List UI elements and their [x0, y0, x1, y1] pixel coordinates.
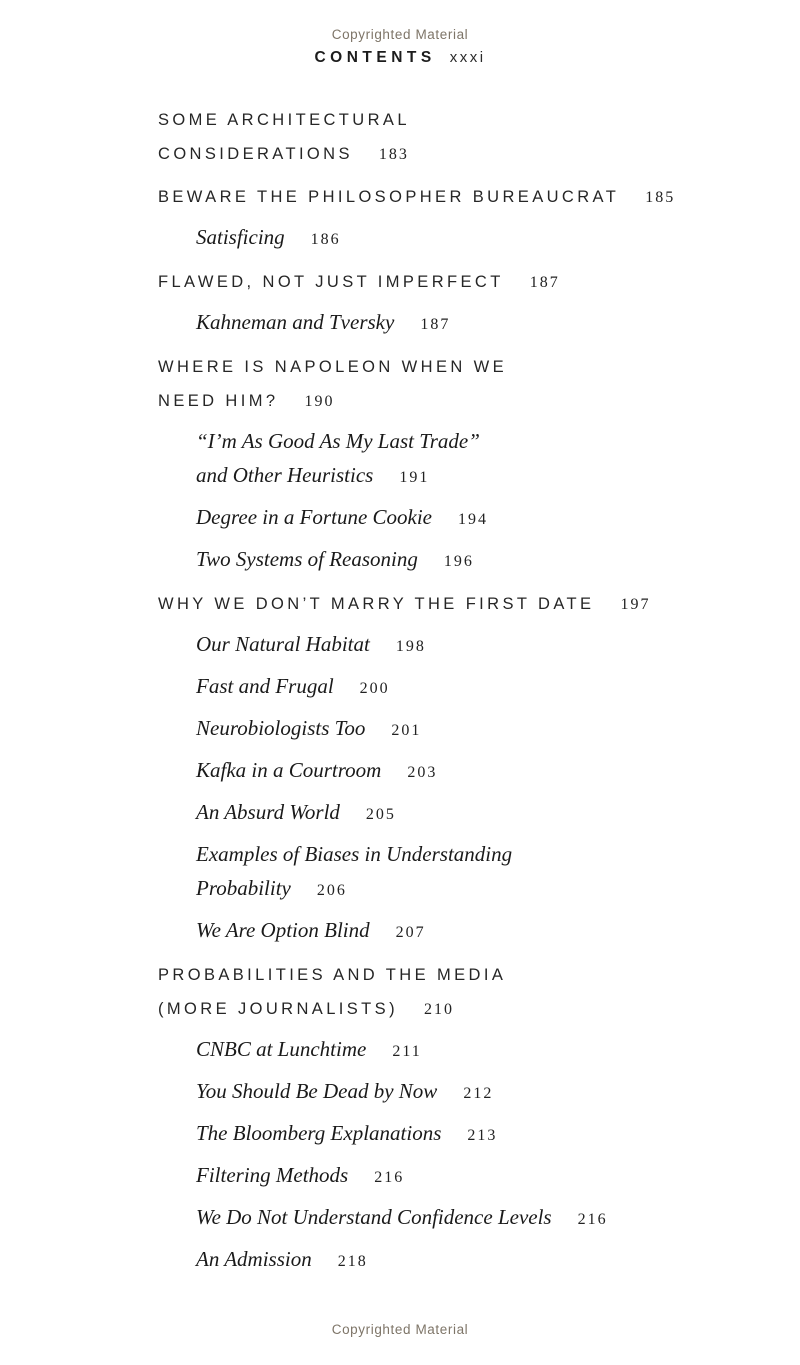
toc-entry-line [196, 220, 758, 257]
toc-entry-chapter [158, 350, 758, 419]
toc-entry-line [158, 350, 758, 384]
toc-entry-page-number: 190 [304, 393, 335, 410]
toc-entry-line [158, 137, 758, 172]
toc-entry-line [196, 458, 758, 495]
toc-entry-chapter [158, 103, 758, 172]
toc-entry-line [158, 265, 758, 300]
toc-entry-section [158, 627, 758, 664]
toc-entry-line [196, 1200, 758, 1237]
toc-entry-section [158, 1200, 758, 1237]
toc-entry-section [158, 305, 758, 342]
toc-entry-chapter [158, 265, 758, 300]
toc-entry-text: We Do Not Understand Confidence Levels [196, 1205, 552, 1229]
toc-entry-page-number: 213 [467, 1127, 498, 1144]
toc-entry-page-number: 191 [399, 469, 430, 486]
toc-entry-page-number: 196 [443, 553, 474, 570]
toc-entry-section [158, 1032, 758, 1069]
toc-entry-line [196, 871, 758, 908]
toc-entry-text: and Other Heuristics [196, 463, 374, 487]
toc-entry-line [158, 180, 758, 215]
toc-entry-section [158, 795, 758, 832]
toc-entry-line [196, 1158, 758, 1195]
toc-entry-text: SOME ARCHITECTURAL [158, 111, 410, 129]
toc-entry-line [196, 837, 758, 871]
toc-entry-page-number: 185 [645, 189, 676, 206]
toc-entry-line [196, 1032, 758, 1069]
toc-entry-page-number: 187 [529, 274, 560, 291]
toc-entry-line [196, 913, 758, 950]
toc-entry-section [158, 1242, 758, 1279]
toc-entry-section [158, 1074, 758, 1111]
toc-entry-line [158, 587, 758, 622]
toc-entry-section [158, 220, 758, 257]
toc-entry-text: Kahneman and Tversky [196, 310, 395, 334]
toc-entry-text: Our Natural Habitat [196, 632, 370, 656]
toc-entry-text: (MORE JOURNALISTS) [158, 1000, 398, 1018]
toc-entry-page-number: 210 [423, 1001, 454, 1018]
toc-entry-section [158, 424, 758, 495]
toc-entry-line [158, 958, 758, 992]
toc-entry-page-number: 200 [359, 680, 390, 697]
toc-entry-line [196, 305, 758, 342]
toc-list [158, 103, 758, 1284]
toc-entry-text: PROBABILITIES AND THE MEDIA [158, 966, 507, 984]
toc-entry-text: Examples of Biases in Understanding [196, 842, 513, 866]
contents-title: CONTENTS [314, 49, 436, 66]
toc-entry-line [158, 384, 758, 419]
toc-entry-section [158, 837, 758, 908]
toc-entry-text: Neurobiologists Too [196, 716, 366, 740]
toc-entry-text: Degree in a Fortune Cookie [196, 505, 432, 529]
copyright-notice-top: Copyrighted Material [331, 27, 469, 42]
toc-entry-line [196, 795, 758, 832]
toc-entry-section [158, 542, 758, 579]
toc-entry-section [158, 500, 758, 537]
toc-entry-text: Satisficing [196, 225, 285, 249]
toc-entry-text: The Bloomberg Explanations [196, 1121, 442, 1145]
toc-entry-text: Kafka in a Courtroom [196, 758, 382, 782]
toc-entry-line [196, 1242, 758, 1279]
toc-entry-page-number: 197 [620, 596, 651, 613]
toc-entry-text: You Should Be Dead by Now [196, 1079, 438, 1103]
toc-entry-chapter [158, 180, 758, 215]
toc-entry-text: Filtering Methods [196, 1163, 349, 1187]
toc-entry-chapter [158, 587, 758, 622]
toc-entry-text: CONSIDERATIONS [158, 145, 353, 163]
toc-entry-line [196, 711, 758, 748]
toc-entry-page-number: 205 [365, 806, 396, 823]
toc-entry-chapter [158, 958, 758, 1027]
toc-entry-page-number: 201 [391, 722, 422, 739]
toc-entry-line [196, 627, 758, 664]
toc-entry-line [158, 103, 758, 137]
toc-entry-text: BEWARE THE PHILOSOPHER BUREAUCRAT [158, 188, 620, 206]
toc-entry-page-number: 216 [374, 1169, 405, 1186]
toc-entry-page-number: 218 [337, 1253, 368, 1270]
toc-entry-text: Fast and Frugal [196, 674, 334, 698]
toc-entry-section [158, 1116, 758, 1153]
toc-entry-text: An Absurd World [196, 800, 340, 824]
toc-entry-section [158, 669, 758, 706]
toc-entry-text: Two Systems of Reasoning [196, 547, 418, 571]
toc-entry-line [196, 424, 758, 458]
toc-entry-text: We Are Option Blind [196, 918, 370, 942]
toc-entry-line [196, 669, 758, 706]
toc-entry-page-number: 212 [463, 1085, 494, 1102]
toc-entry-text: FLAWED, NOT JUST IMPERFECT [158, 273, 504, 291]
toc-entry-line [196, 542, 758, 579]
toc-entry-page-number: 187 [420, 316, 451, 333]
toc-entry-section [158, 753, 758, 790]
toc-entry-page-number: 186 [310, 231, 341, 248]
copyright-notice-bottom: Copyrighted Material [331, 1322, 469, 1337]
toc-entry-line [158, 992, 758, 1027]
toc-entry-page-number: 203 [407, 764, 438, 781]
toc-entry-line [196, 1074, 758, 1111]
toc-entry-line [196, 753, 758, 790]
page-header [0, 49, 800, 67]
toc-entry-section [158, 1158, 758, 1195]
folio-roman-numeral: xxxi [449, 49, 486, 66]
toc-entry-page-number: 211 [392, 1043, 422, 1060]
toc-entry-text: “I’m As Good As My Last Trade” [196, 429, 480, 453]
toc-entry-text: Probability [196, 876, 291, 900]
toc-entry-line [196, 500, 758, 537]
toc-entry-text: WHY WE DON’T MARRY THE FIRST DATE [158, 595, 595, 613]
toc-entry-section [158, 711, 758, 748]
toc-entry-text: WHERE IS NAPOLEON WHEN WE [158, 358, 508, 376]
toc-entry-section [158, 913, 758, 950]
toc-entry-page-number: 198 [395, 638, 426, 655]
toc-entry-page-number: 194 [458, 511, 488, 528]
toc-entry-text: CNBC at Lunchtime [196, 1037, 367, 1061]
toc-entry-text: An Admission [196, 1247, 312, 1271]
toc-entry-page-number: 207 [395, 924, 426, 941]
toc-entry-page-number: 216 [577, 1211, 608, 1228]
toc-entry-text: NEED HIM? [158, 392, 279, 410]
toc-entry-line [196, 1116, 758, 1153]
toc-entry-page-number: 206 [316, 882, 347, 899]
toc-entry-page-number: 183 [378, 146, 409, 163]
